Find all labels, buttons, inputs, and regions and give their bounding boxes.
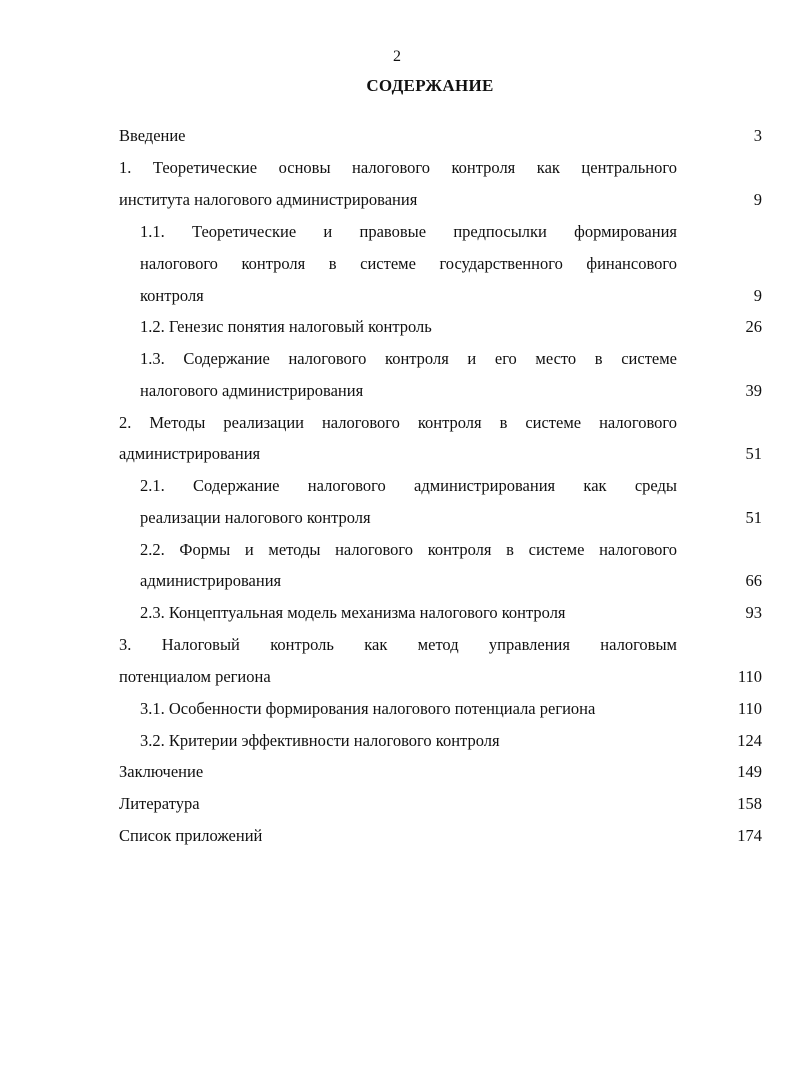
toc-page-introduction: 3 [753,126,762,145]
toc-page-chapter-2: 51 [745,444,762,463]
toc-page-section-2-2: 66 [745,571,762,590]
toc-entry-appendices: Список приложений [119,826,263,845]
toc-entry-section-3-1: 3.1. Особенности формирования налогового потенциала региона [140,699,596,718]
toc-page-literature: 158 [737,794,762,813]
toc-entry-section-1-1-line-2: налогового контроля в системе государственного финансового [140,254,677,273]
toc-entry-section-1-3-line-1: 1.3. Содержание налогового контроля и его место в системе [140,349,677,368]
toc-entry-chapter-1-line-1: 1. Теоретические основы налогового контроля как центрального [119,158,677,177]
toc-entry-section-2-1-line-2: реализации налогового контроля [140,508,371,527]
document-title: СОДЕРЖАНИЕ [366,76,494,95]
page-number: 2 [393,48,401,65]
toc-entry-section-1-1-line-3: контроля [140,286,204,305]
toc-page-section-2-1: 51 [745,508,762,527]
toc-page-section-3-2: 124 [737,731,762,750]
toc-entry-chapter-3-line-1: 3. Налоговый контроль как метод управления налоговым [119,635,677,654]
toc-page-section-1-2: 26 [745,317,762,336]
toc-page-section-1-1: 9 [753,286,762,305]
toc-page-conclusion: 149 [737,762,762,781]
toc-page-appendices: 174 [737,826,762,845]
toc-entry-chapter-2-line-1: 2. Методы реализации налогового контроля в системе налогового [119,413,677,432]
toc-entry-chapter-2-line-2: администрирования [119,444,261,463]
toc-entry-chapter-3-line-2: потенциалом региона [119,667,271,686]
toc-entry-section-3-2: 3.2. Критерии эффективности налогового контроля [140,731,500,750]
toc-page-chapter-1: 9 [753,190,762,209]
toc-page-chapter-3: 110 [737,667,762,686]
toc-entry-section-2-1-line-1: 2.1. Содержание налогового администрирования как среды [140,476,677,495]
toc-entry-introduction: Введение [119,126,186,145]
toc-page-section-3-1: 110 [737,699,762,718]
toc-page-section-1-3: 39 [745,381,762,400]
toc-entry-chapter-1-line-2: института налогового администрирования [119,190,418,209]
toc-entry-section-1-2: 1.2. Генезис понятия налоговый контроль [140,317,432,336]
toc-page-section-2-3: 93 [745,603,762,622]
toc-entry-conclusion: Заключение [119,762,204,781]
toc-entry-section-1-1-line-1: 1.1. Теоретические и правовые предпосылки формирования [140,222,677,241]
toc-entry-section-2-2-line-1: 2.2. Формы и методы налогового контроля в системе налогового [140,540,677,559]
toc-entry-section-1-3-line-2: налогового администрирования [140,381,364,400]
toc-entry-literature: Литература [119,794,200,813]
toc-entry-section-2-3: 2.3. Концептуальная модель механизма налогового контроля [140,603,566,622]
toc-entry-section-2-2-line-2: администрирования [140,571,282,590]
